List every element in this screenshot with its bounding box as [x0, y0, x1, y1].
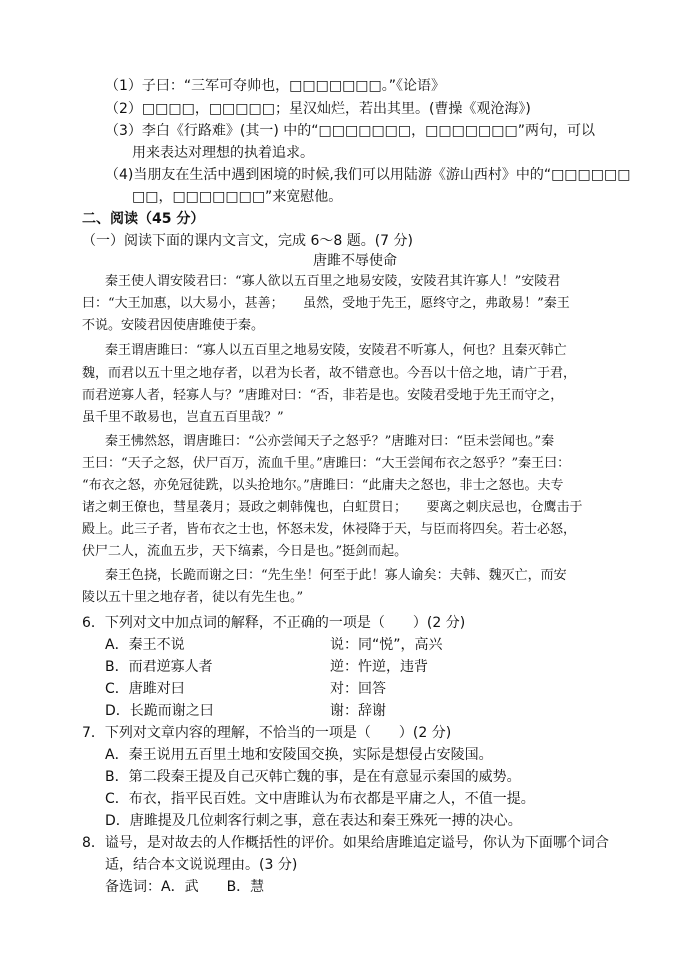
passage-line: 魏，而君以五十里之地存者，以君为长者，故不错意也。今吾以十倍之地，请广于君，: [82, 366, 577, 381]
passage-line: 诸之刺王僚也，彗星袭月；聂政之刺韩傀也，白虹贯日； 要离之刺庆忌也，仓鹰击于: [82, 500, 583, 515]
question-8-choices: 备选词：A．武 B．慧: [105, 879, 265, 895]
question-7-option-b: B．第二段秦王提及自己灭韩亡魏的事，是在有意显示秦国的威势。: [105, 769, 521, 785]
passage-line: 虽千里不敢易也，岂直五百里哉？”: [82, 410, 284, 425]
fill-in-q3: （3）李白《行路难》(其一) 中的“□□□□□□□，□□□□□□□”两句，可以: [105, 123, 595, 139]
question-7-option-c: C．布衣，指平民百姓。文中唐雎认为布衣都是平庸之人，不值一提。: [105, 791, 535, 807]
fill-in-q2: （2）□□□□，□□□□□；星汉灿烂，若出其里。(曹操《观沧海》): [105, 101, 531, 117]
section-subheading: （一）阅读下面的课内文言文，完成 6～8 题。(7 分): [82, 233, 413, 249]
fill-in-q4: （4)当朋友在生活中遇到困境的时候,我们可以用陆游《游山西村》中的“□□□□□□: [105, 167, 631, 183]
question-6-option-c: C．唐雎对曰: [105, 681, 185, 697]
question-8-stem: 8．谥号，是对故去的人作概括性的评价。如果给唐雎追定谥号，你认为下面哪个词合: [82, 835, 609, 851]
question-8-stem-cont: 适，结合本文说说理由。(3 分): [105, 857, 298, 873]
passage-line: 秦王怫然怒，谓唐雎曰：“公亦尝闻天子之怒乎？”唐雎对曰：“臣未尝闻也。”秦: [105, 434, 555, 449]
passage-line: 而君逆寡人者，轻寡人与？”唐雎对曰：“否，非若是也。安陵君受地于先王而守之，: [82, 388, 564, 403]
question-6-stem: 6．下列对文中加点词的解释，不正确的一项是（ ）(2 分): [82, 615, 466, 631]
question-6-option-c-gloss: 对：回答: [330, 681, 386, 697]
passage-line: 王曰：“天子之怒，伏尸百万，流血千里。”唐雎曰：“大王尝闻布衣之怒乎？”秦王曰：: [82, 456, 571, 471]
passage-title: 唐雎不辱使命: [313, 253, 397, 269]
passage-line: “布衣之怒，亦免冠徒跣，以头抢地尔。”唐雎曰：“此庸夫之怒也，非士之怒也。夫专: [82, 478, 564, 493]
passage-line: 秦王色挠，长跪而谢之曰：“先生坐！何至于此！寡人谕矣：夫韩、魏灭亡，而安: [105, 568, 567, 583]
question-7-option-d: D．唐雎提及几位刺客行刺之事，意在表达和秦王殊死一搏的决心。: [105, 813, 522, 829]
passage-line: 曰：“大王加惠，以大易小，甚善； 虽然，受地于先王，愿终守之，弗敢易！”秦王: [82, 296, 570, 311]
passage-line: 伏尸二人，流血五步，天下缟素，今日是也。”挺剑而起。: [82, 544, 408, 559]
fill-in-q3-cont: 用来表达对理想的执着追求。: [132, 145, 314, 161]
section-heading: 二、阅读（45 分）: [82, 211, 205, 227]
question-7-option-a: A．秦王说用五百里土地和安陵国交换，实际是想侵占安陵国。: [105, 747, 493, 763]
fill-in-q4-cont: □□，□□□□□□□”来宽慰他。: [132, 189, 343, 205]
passage-line: 秦王谓唐雎曰：“寡人以五百里之地易安陵，安陵君不听寡人，何也？且秦灭韩亡: [105, 343, 567, 358]
question-6-option-d-gloss: 谢：辞谢: [330, 703, 386, 719]
question-6-option-a-gloss: 说：同“悦”，高兴: [330, 637, 443, 653]
question-6-option-b: B．而君逆寡人者: [105, 659, 213, 675]
question-6-option-b-gloss: 逆：忤逆，违背: [330, 659, 428, 675]
passage-line: 秦王使人谓安陵君曰：“寡人欲以五百里之地易安陵，安陵君其许寡人！”安陵君: [105, 274, 561, 289]
question-6-option-a: A．秦王不说: [105, 637, 185, 653]
question-7-stem: 7．下列对文章内容的理解，不恰当的一项是（ ）(2 分): [82, 725, 452, 741]
fill-in-q1: （1）子曰：“三军可夺帅也，□□□□□□□。”《论语》: [105, 78, 446, 94]
question-6-option-d: D．长跪而谢之曰: [105, 703, 214, 719]
passage-line: 殿上。此三子者，皆布衣之士也，怀怒未发，休祲降于天，与臣而将四矣。若士必怒，: [82, 522, 577, 537]
passage-line: 不说。安陵君因使唐雎使于秦。: [82, 318, 265, 333]
passage-line: 陵以五十里之地存者，徒以有先生也。”: [82, 590, 304, 605]
